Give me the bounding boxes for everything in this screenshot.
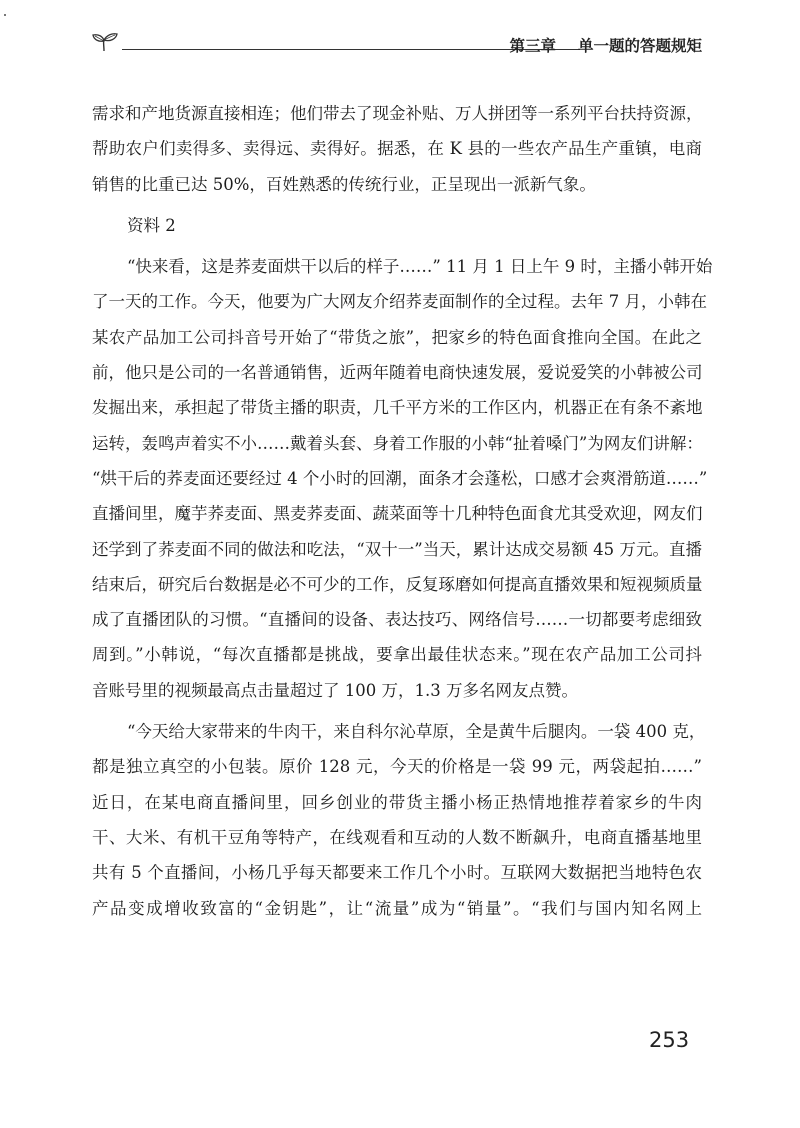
section-heading: 资料 2 [127,215,176,235]
text-line: 周到。”小韩说，“每次直播都是挑战，要拿出最佳状态来。”现在农产品加工公司抖 [92,645,702,665]
text-line: 成了直播团队的习惯。“直播间的设备、表达技巧、网络信号……一切都要考虑细致 [92,610,702,630]
text-line: 都是独立真空的小包装。原价 128 元，今天的价格是一袋 99 元，两袋起拍……” [92,757,702,777]
text-line: “快来看，这是荞麦面烘干以后的样子……” 11 月 1 日上午 9 时，主播小韩开始 [127,257,713,277]
text-line: 了一天的工作。今天，他要为广大网友介绍荞麦面制作的全过程。去年 7 月，小韩在 [92,292,707,312]
text-line: 还学到了荞麦面不同的做法和吃法，“双十一”当天，累计达成交易额 45 万元。直播 [92,539,702,559]
text-line: 干、大米、有机干豆角等特产，在线观看和互动的人数不断飙升，电商直播基地里 [92,827,702,847]
text-line: 某农产品加工公司抖音号开始了“带货之旅”，把家乡的特色面食推向全国。在此之 [92,327,702,347]
text-line: 帮助农户们卖得多、卖得远、卖得好。据悉，在 K 县的一些农产品生产重镇，电商 [92,139,702,159]
text-line: 近日，在某电商直播间里，回乡创业的带货主播小杨正热情地推荐着家乡的牛肉 [92,792,702,812]
text-line: 音账号里的视频最高点击量超过了 100 万，1.3 万多名网友点赞。 [92,680,578,700]
running-head [509,34,702,56]
text-line: 发掘出来，承担起了带货主播的职责，几千平方米的工作区内，机器正在有条不紊地 [92,398,703,418]
text-line: 前，他只是公司的一名普通销售，近两年随着电商快速发展，爱说爱笑的小韩被公司 [92,363,703,383]
text-line: 运转，轰鸣声着实不小……戴着头套、身着工作服的小韩“扯着嗓门”为网友们讲解： [92,433,703,453]
text-line: “今天给大家带来的牛肉干，来自科尔沁草原，全是黄牛后腿肉。一袋 400 克， [127,722,706,742]
chapter-title: 单一题的答题规矩 [577,37,702,55]
text-line: 直播间里，魔芋荞麦面、黑麦荞麦面、蔬菜面等十几种特色面食尤其受欢迎，网友们 [92,504,703,524]
body-text [92,96,713,926]
scan-speck [4,14,6,16]
text-line: “烘干后的荞麦面还要经过 4 个小时的回潮，面条才会蓬松，口感才会爽滑筋道……” [92,468,708,488]
text-line: 结束后，研究后台数据是必不可少的工作，反复琢磨如何提高直播效果和短视频质量 [92,574,703,594]
sprout-icon [92,32,118,52]
text-line: 销售的比重已达 50%，百姓熟悉的传统行业，正呈现出一派新气象。 [92,174,596,194]
text-line: 需求和产地货源直接相连；他们带去了现金补贴、万人拼团等一系列平台扶持资源， [92,104,703,123]
page-number: 253 [649,1028,690,1052]
text-line: 产品变成增收致富的“金钥匙”，让“流量”成为“销量”。“我们与国内知名网上 [92,898,702,918]
chapter-label: 第三章 [509,37,556,55]
running-header [92,30,702,60]
text-line: 共有 5 个直播间，小杨几乎每天都要来工作几个小时。互联网大数据把当地特色农 [92,863,702,883]
